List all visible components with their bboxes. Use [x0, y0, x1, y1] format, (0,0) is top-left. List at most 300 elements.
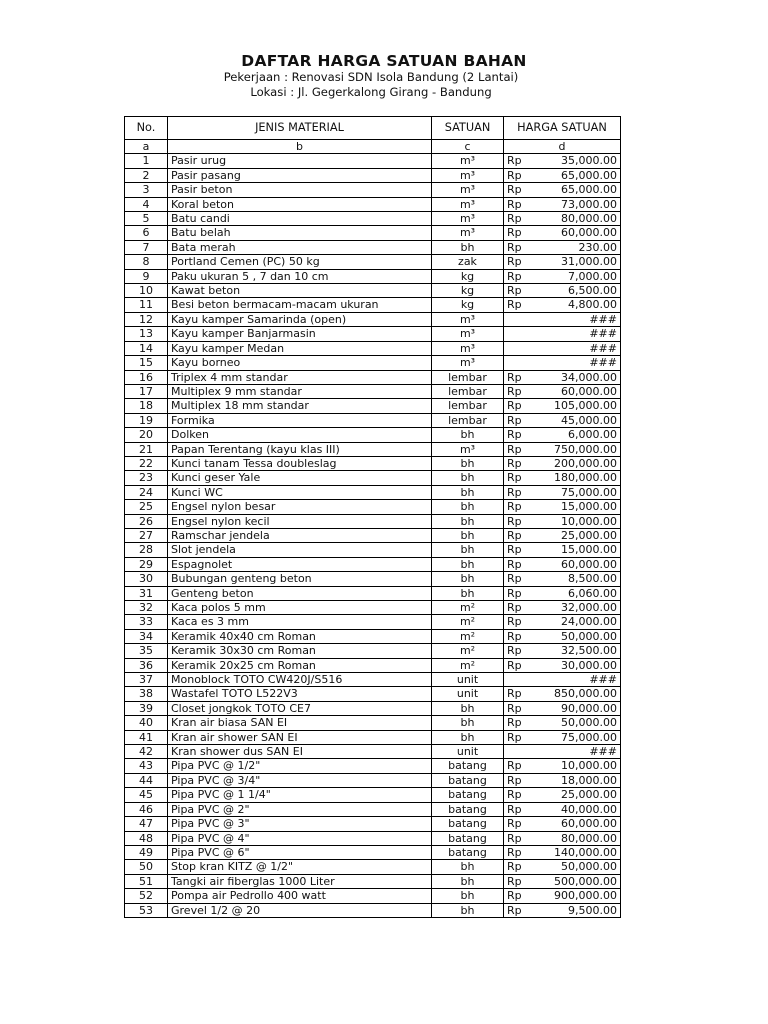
currency-label: Rp	[507, 298, 522, 312]
table-row	[125, 687, 621, 701]
currency-label: Rp	[507, 442, 522, 456]
currency-label: Rp	[507, 370, 522, 384]
table-row	[125, 168, 621, 182]
price-cell	[504, 471, 621, 485]
price-cell	[504, 341, 621, 355]
table-row	[125, 802, 621, 816]
price-cell	[504, 312, 621, 326]
unit-cell: bh	[432, 889, 504, 903]
row-number: 21	[125, 442, 168, 456]
column-header-no: No.	[125, 117, 168, 140]
price-amount: 500,000.00	[554, 874, 617, 888]
column-header-satuan: SATUAN	[432, 117, 504, 140]
currency-label: Rp	[507, 514, 522, 528]
price-amount: 75,000.00	[561, 485, 617, 499]
unit-cell: bh	[432, 514, 504, 528]
unit-cell: bh	[432, 903, 504, 917]
price-cell	[504, 673, 621, 687]
price-amount: 200,000.00	[554, 456, 617, 470]
price-cell	[504, 759, 621, 773]
price-cell	[504, 456, 621, 470]
header-row	[125, 117, 621, 140]
unit-cell: lembar	[432, 370, 504, 384]
price-amount: 140,000.00	[554, 845, 617, 859]
price-amount: ###	[589, 312, 617, 326]
table-row	[125, 831, 621, 845]
row-number: 48	[125, 831, 168, 845]
column-letter-row	[125, 140, 621, 154]
currency-label: Rp	[507, 197, 522, 211]
row-number: 3	[125, 183, 168, 197]
material-name: Tangki air fiberglas 1000 Liter	[168, 874, 432, 888]
price-cell	[504, 586, 621, 600]
currency-label: Rp	[507, 572, 522, 586]
material-name: Pipa PVC @ 3"	[168, 817, 432, 831]
price-amount: 24,000.00	[561, 615, 617, 629]
currency-label: Rp	[507, 903, 522, 917]
price-cell	[504, 413, 621, 427]
currency-label: Rp	[507, 413, 522, 427]
unit-cell: m³	[432, 312, 504, 326]
currency-label: Rp	[507, 269, 522, 283]
price-table	[124, 116, 621, 918]
currency-label: Rp	[507, 226, 522, 240]
table-row	[125, 658, 621, 672]
material-name: Keramik 40x40 cm Roman	[168, 629, 432, 643]
material-name: Kayu kamper Banjarmasin	[168, 327, 432, 341]
unit-cell: unit	[432, 745, 504, 759]
row-number: 1	[125, 154, 168, 168]
table-row	[125, 528, 621, 542]
row-number: 41	[125, 730, 168, 744]
price-amount: 850,000.00	[554, 687, 617, 701]
material-name: Keramik 30x30 cm Roman	[168, 644, 432, 658]
table-row	[125, 327, 621, 341]
price-cell	[504, 154, 621, 168]
price-cell	[504, 212, 621, 226]
price-cell	[504, 226, 621, 240]
price-cell	[504, 788, 621, 802]
price-cell	[504, 197, 621, 211]
table-row	[125, 889, 621, 903]
table-row	[125, 370, 621, 384]
row-number: 42	[125, 745, 168, 759]
table-row	[125, 384, 621, 398]
row-number: 2	[125, 168, 168, 182]
unit-cell: batang	[432, 831, 504, 845]
table-row	[125, 845, 621, 859]
row-number: 24	[125, 485, 168, 499]
unit-cell: batang	[432, 845, 504, 859]
price-cell	[504, 168, 621, 182]
unit-cell: zak	[432, 255, 504, 269]
table-row	[125, 456, 621, 470]
unit-cell: bh	[432, 572, 504, 586]
material-name: Kayu kamper Samarinda (open)	[168, 312, 432, 326]
unit-cell: m³	[432, 226, 504, 240]
price-cell	[504, 874, 621, 888]
material-name: Multiplex 9 mm standar	[168, 384, 432, 398]
material-name: Kaca es 3 mm	[168, 615, 432, 629]
table-row	[125, 601, 621, 615]
price-amount: 10,000.00	[561, 759, 617, 773]
table-row	[125, 413, 621, 427]
price-amount: ###	[589, 356, 617, 370]
currency-label: Rp	[507, 168, 522, 182]
table-row	[125, 428, 621, 442]
material-name: Kunci tanam Tessa doubleslag	[168, 456, 432, 470]
unit-cell: bh	[432, 860, 504, 874]
row-number: 34	[125, 629, 168, 643]
currency-label: Rp	[507, 701, 522, 715]
currency-label: Rp	[507, 284, 522, 298]
row-number: 13	[125, 327, 168, 341]
row-number: 43	[125, 759, 168, 773]
currency-label: Rp	[507, 687, 522, 701]
material-name: Papan Terentang (kayu klas III)	[168, 442, 432, 456]
price-amount: 32,000.00	[561, 601, 617, 614]
row-number: 38	[125, 687, 168, 701]
currency-label: Rp	[507, 644, 522, 658]
price-cell	[504, 384, 621, 398]
table-row	[125, 341, 621, 355]
price-amount: 34,000.00	[561, 370, 617, 384]
row-number: 29	[125, 557, 168, 571]
price-amount: ###	[589, 745, 617, 759]
price-amount: 32,500.00	[561, 644, 617, 658]
material-name: Closet jongkok TOTO CE7	[168, 701, 432, 715]
price-amount: 60,000.00	[561, 817, 617, 831]
unit-cell: bh	[432, 471, 504, 485]
material-name: Kayu kamper Medan	[168, 341, 432, 355]
currency-label: Rp	[507, 384, 522, 398]
currency-label: Rp	[507, 471, 522, 485]
material-name: Portland Cemen (PC) 50 kg	[168, 255, 432, 269]
currency-label: Rp	[507, 845, 522, 859]
currency-label: Rp	[507, 183, 522, 197]
price-cell	[504, 903, 621, 917]
currency-label: Rp	[507, 154, 522, 168]
table-row	[125, 817, 621, 831]
price-amount: 15,000.00	[561, 500, 617, 514]
currency-label: Rp	[507, 543, 522, 557]
material-name: Stop kran KITZ @ 1/2"	[168, 860, 432, 874]
material-name: Paku ukuran 5 , 7 dan 10 cm	[168, 269, 432, 283]
price-amount: 60,000.00	[561, 226, 617, 240]
row-number: 27	[125, 528, 168, 542]
table-row	[125, 240, 621, 254]
row-number: 33	[125, 615, 168, 629]
price-amount: 180,000.00	[554, 471, 617, 485]
row-number: 45	[125, 788, 168, 802]
price-amount: 10,000.00	[561, 514, 617, 528]
price-amount: 9,500.00	[568, 903, 617, 917]
row-number: 6	[125, 226, 168, 240]
unit-cell: lembar	[432, 399, 504, 413]
table-row	[125, 471, 621, 485]
price-cell	[504, 629, 621, 643]
price-amount: 8,500.00	[568, 572, 617, 586]
unit-cell: bh	[432, 543, 504, 557]
table-row	[125, 773, 621, 787]
unit-cell: bh	[432, 428, 504, 442]
unit-cell: m³	[432, 327, 504, 341]
material-name: Kran shower dus SAN EI	[168, 745, 432, 759]
price-cell	[504, 817, 621, 831]
price-amount: 80,000.00	[561, 212, 617, 226]
price-cell	[504, 356, 621, 370]
table-row	[125, 759, 621, 773]
material-name: Kunci WC	[168, 485, 432, 499]
price-amount: 40,000.00	[561, 802, 617, 816]
price-cell	[504, 845, 621, 859]
unit-cell: m³	[432, 154, 504, 168]
unit-cell: lembar	[432, 384, 504, 398]
price-amount: ###	[589, 341, 617, 355]
table-row	[125, 442, 621, 456]
price-cell	[504, 255, 621, 269]
price-cell	[504, 687, 621, 701]
table-row	[125, 284, 621, 298]
row-number: 14	[125, 341, 168, 355]
unit-cell: bh	[432, 500, 504, 514]
table-row	[125, 557, 621, 571]
price-amount: 6,000.00	[568, 428, 617, 442]
currency-label: Rp	[507, 255, 522, 269]
currency-label: Rp	[507, 658, 522, 672]
currency-label: Rp	[507, 485, 522, 499]
material-name: Kawat beton	[168, 284, 432, 298]
price-amount: 60,000.00	[561, 557, 617, 571]
row-number: 37	[125, 673, 168, 687]
price-cell	[504, 399, 621, 413]
row-number: 30	[125, 572, 168, 586]
currency-label: Rp	[507, 586, 522, 600]
material-name: Koral beton	[168, 197, 432, 211]
price-cell	[504, 514, 621, 528]
price-cell	[504, 860, 621, 874]
row-number: 10	[125, 284, 168, 298]
currency-label: Rp	[507, 860, 522, 874]
price-cell	[504, 658, 621, 672]
material-name: Kaca polos 5 mm	[168, 601, 432, 615]
row-number: 31	[125, 586, 168, 600]
row-number: 4	[125, 197, 168, 211]
material-name: Kran air shower SAN EI	[168, 730, 432, 744]
price-amount: 6,060.00	[568, 586, 617, 600]
price-cell	[504, 831, 621, 845]
table-row	[125, 500, 621, 514]
price-amount: 6,500.00	[568, 284, 617, 298]
price-cell	[504, 730, 621, 744]
row-number: 8	[125, 255, 168, 269]
material-name: Batu belah	[168, 226, 432, 240]
material-name: Pipa PVC @ 1/2"	[168, 759, 432, 773]
unit-cell: unit	[432, 687, 504, 701]
price-cell	[504, 370, 621, 384]
table-row	[125, 255, 621, 269]
unit-cell: m³	[432, 341, 504, 355]
price-cell	[504, 442, 621, 456]
currency-label: Rp	[507, 615, 522, 629]
material-name: Bata merah	[168, 240, 432, 254]
row-number: 53	[125, 903, 168, 917]
material-name: Pipa PVC @ 4"	[168, 831, 432, 845]
currency-label: Rp	[507, 629, 522, 643]
row-number: 17	[125, 384, 168, 398]
price-amount: 4,800.00	[568, 298, 617, 312]
price-cell	[504, 269, 621, 283]
price-amount: ###	[589, 327, 617, 341]
currency-label: Rp	[507, 773, 522, 787]
currency-label: Rp	[507, 874, 522, 888]
price-amount: 60,000.00	[561, 384, 617, 398]
material-name: Pasir beton	[168, 183, 432, 197]
unit-cell: m³	[432, 442, 504, 456]
row-number: 22	[125, 456, 168, 470]
row-number: 23	[125, 471, 168, 485]
table-row	[125, 514, 621, 528]
unit-cell: bh	[432, 874, 504, 888]
material-name: Grevel 1/2 @ 20	[168, 903, 432, 917]
unit-cell: m³	[432, 356, 504, 370]
unit-cell: m³	[432, 183, 504, 197]
currency-label: Rp	[507, 817, 522, 831]
unit-cell: m³	[432, 212, 504, 226]
material-name: Ramschar jendela	[168, 528, 432, 542]
price-cell	[504, 802, 621, 816]
price-amount: 105,000.00	[554, 399, 617, 413]
currency-label: Rp	[507, 240, 522, 254]
unit-cell: m²	[432, 644, 504, 658]
material-name: Genteng beton	[168, 586, 432, 600]
table-row	[125, 788, 621, 802]
price-cell	[504, 428, 621, 442]
row-number: 32	[125, 601, 168, 615]
unit-cell: batang	[432, 759, 504, 773]
material-name: Kayu borneo	[168, 356, 432, 370]
currency-label: Rp	[507, 212, 522, 226]
price-cell	[504, 716, 621, 730]
price-amount: 90,000.00	[561, 701, 617, 715]
unit-cell: bh	[432, 456, 504, 470]
price-cell	[504, 543, 621, 557]
unit-cell: bh	[432, 557, 504, 571]
price-amount: ###	[589, 673, 617, 687]
currency-label: Rp	[507, 889, 522, 903]
table-row	[125, 629, 621, 643]
material-name: Pipa PVC @ 2"	[168, 802, 432, 816]
currency-label: Rp	[507, 730, 522, 744]
table-row	[125, 701, 621, 715]
price-amount: 25,000.00	[561, 528, 617, 542]
currency-label: Rp	[507, 557, 522, 571]
row-number: 39	[125, 701, 168, 715]
price-amount: 73,000.00	[561, 197, 617, 211]
unit-cell: m²	[432, 601, 504, 615]
unit-cell: bh	[432, 701, 504, 715]
price-amount: 30,000.00	[561, 658, 617, 672]
table-row	[125, 615, 621, 629]
row-number: 51	[125, 874, 168, 888]
currency-label: Rp	[507, 500, 522, 514]
table-row	[125, 356, 621, 370]
row-number: 52	[125, 889, 168, 903]
column-letter: a	[125, 140, 168, 154]
column-letter: c	[432, 140, 504, 154]
table-row	[125, 154, 621, 168]
column-header-harga: HARGA SATUAN	[504, 117, 621, 140]
currency-label: Rp	[507, 428, 522, 442]
price-amount: 7,000.00	[568, 269, 617, 283]
price-cell	[504, 500, 621, 514]
row-number: 46	[125, 802, 168, 816]
material-name: Engsel nylon besar	[168, 500, 432, 514]
material-name: Formika	[168, 413, 432, 427]
table-row	[125, 730, 621, 744]
unit-cell: kg	[432, 284, 504, 298]
table-row	[125, 399, 621, 413]
material-name: Pipa PVC @ 3/4"	[168, 773, 432, 787]
row-number: 20	[125, 428, 168, 442]
price-cell	[504, 644, 621, 658]
unit-cell: bh	[432, 730, 504, 744]
price-amount: 50,000.00	[561, 716, 617, 730]
currency-label: Rp	[507, 802, 522, 816]
column-letter: d	[504, 140, 621, 154]
row-number: 9	[125, 269, 168, 283]
price-cell	[504, 615, 621, 629]
currency-label: Rp	[507, 831, 522, 845]
price-amount: 18,000.00	[561, 773, 617, 787]
row-number: 18	[125, 399, 168, 413]
price-amount: 50,000.00	[561, 860, 617, 874]
price-cell	[504, 701, 621, 715]
unit-cell: batang	[432, 773, 504, 787]
unit-cell: bh	[432, 485, 504, 499]
unit-cell: batang	[432, 802, 504, 816]
material-name: Besi beton bermacam-macam ukuran	[168, 298, 432, 312]
price-cell	[504, 773, 621, 787]
row-number: 35	[125, 644, 168, 658]
table-row	[125, 543, 621, 557]
price-amount: 35,000.00	[561, 154, 617, 168]
price-amount: 45,000.00	[561, 413, 617, 427]
price-amount: 80,000.00	[561, 831, 617, 845]
unit-cell: batang	[432, 788, 504, 802]
price-cell	[504, 327, 621, 341]
material-name: Pompa air Pedrollo 400 watt	[168, 889, 432, 903]
row-number: 28	[125, 543, 168, 557]
price-cell	[504, 889, 621, 903]
table-row	[125, 298, 621, 312]
table-row	[125, 212, 621, 226]
row-number: 40	[125, 716, 168, 730]
row-number: 5	[125, 212, 168, 226]
price-cell	[504, 528, 621, 542]
material-name: Pipa PVC @ 1 1/4"	[168, 788, 432, 802]
unit-cell: batang	[432, 817, 504, 831]
material-name: Kunci geser Yale	[168, 471, 432, 485]
table-row	[125, 586, 621, 600]
currency-label: Rp	[507, 716, 522, 730]
table-row	[125, 745, 621, 759]
unit-cell: lembar	[432, 413, 504, 427]
table-row	[125, 673, 621, 687]
row-number: 11	[125, 298, 168, 312]
table-row	[125, 183, 621, 197]
material-name: Monoblock TOTO CW420J/S516	[168, 673, 432, 687]
